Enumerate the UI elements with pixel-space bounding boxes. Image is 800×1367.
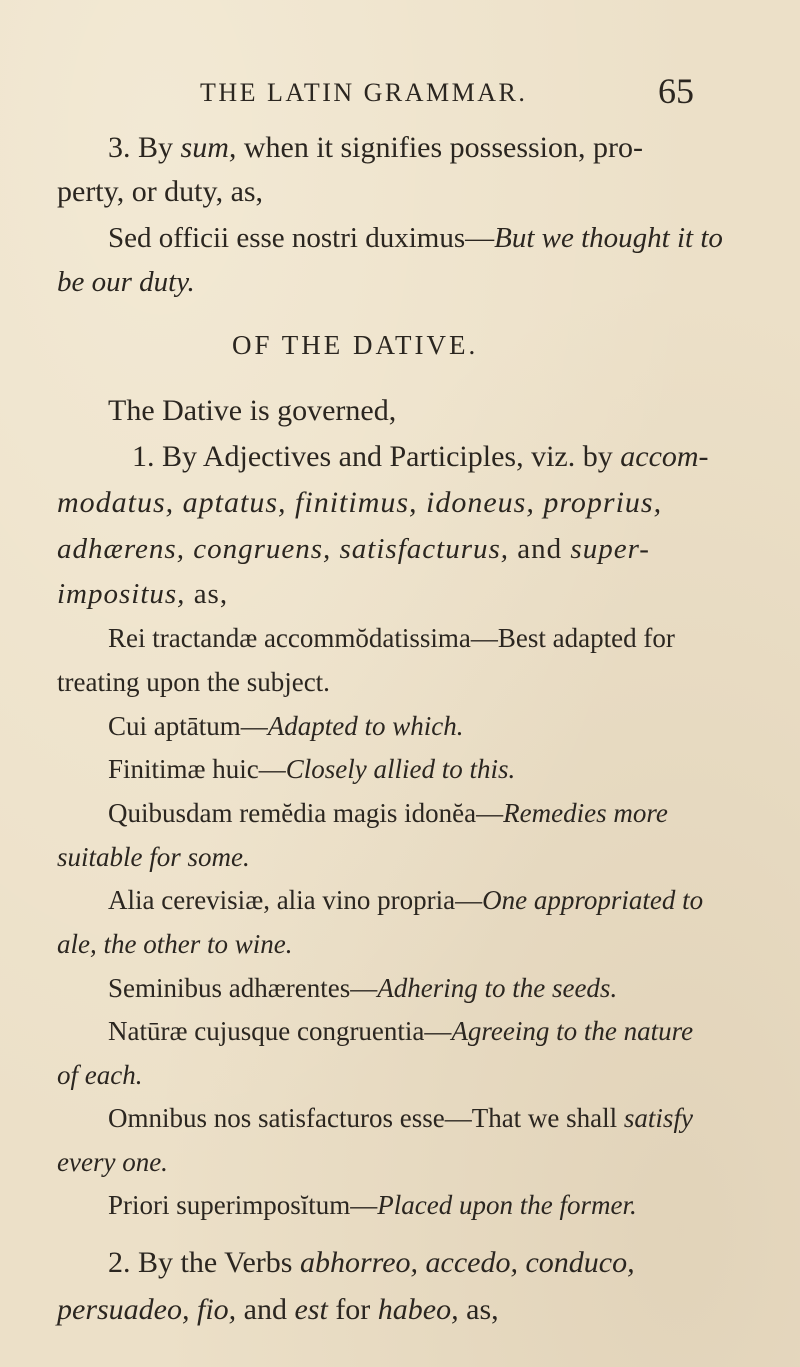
rule1-impositus: impositus, [57,578,186,610]
example-5-line2: ale, the other to wine. [57,929,293,959]
rule2-for: for [327,1293,378,1326]
example-3 [108,756,515,783]
rule2-line2 [57,1295,499,1325]
example-3-english: Closely allied to this. [285,754,516,784]
rule1-adjective-accom: accom- [620,440,709,473]
rule1-super: super- [570,533,650,565]
dative-intro: The Dative is governed, [108,394,397,427]
rule1-adjectives: adhærens, congruens, satisfacturus, [57,533,510,565]
example-9 [108,1192,637,1219]
example-7-line1 [108,1018,693,1045]
rule3-example-latin: Sed officii esse nostri duximus— [108,222,495,254]
example-6-latin: Seminibus adhærentes— [108,973,378,1003]
rule1-line1 [132,442,709,472]
rule2-est: est [294,1293,328,1326]
example-1-line2: treating upon the subject. [57,667,330,697]
example-3-latin: Finitimæ huic— [108,754,286,784]
rule3-example-line2: be our duty. [57,266,195,298]
rule2-verbs-2: persuadeo, fio, [57,1293,237,1326]
page-number: 65 [658,71,694,111]
example-5-line1 [108,887,703,914]
example-6 [108,975,617,1002]
example-8-text: Omnibus nos satisfacturos esse—That we shall [108,1103,624,1133]
verb-example-english [143,1340,327,1354]
example-8-line1 [108,1105,693,1132]
running-title: THE LATIN GRAMMAR. [200,78,528,107]
example-4-latin: Quibusdam remĕdia magis idonĕa— [108,798,504,828]
rule3-verb-sum: sum, [180,131,237,164]
example-4-line2: suitable for some. [57,842,250,872]
example-7-latin: Natūræ cujusque congruentia— [108,1016,452,1046]
example-7-english: Agreeing to the nature [451,1016,694,1046]
rule1-line2: modatus, aptatus, finitimus, idoneus, proprius, [57,486,663,519]
example-9-latin: Priori superimposĭtum— [108,1190,378,1220]
rule3-line1 [108,133,643,163]
example-4-line1 [108,800,668,827]
rule2-verbs: abhorreo, accedo, conduco, [299,1246,635,1279]
example-2 [108,713,463,740]
rule1-line4 [57,580,228,609]
rule1-text: 1. By Adjectives and Participles, viz. by [132,440,621,473]
example-8-satisfy: satisfy [623,1103,693,1133]
rule2-as: as, [458,1293,499,1326]
rule2-text: 2. By the Verbs [108,1246,300,1279]
rule1-line3 [57,535,650,564]
rule3-text-c: when it signifies possession, pro- [236,131,643,164]
example-5-latin: Alia cerevisiæ, alia vino propria— [108,885,483,915]
example-5-english: One appropriated to [482,885,704,915]
rule3-example-line1 [108,224,723,253]
example-8-line2: every one. [57,1147,168,1177]
example-6-english: Adhering to the seeds. [377,973,618,1003]
example-1-line1: Rei tractandæ accommŏdatissima—Best adapted for [108,623,675,653]
example-4-english: Remedies more [503,798,668,828]
rule1-and: and [509,533,571,565]
rule3-line2: perty, or duty, as, [57,175,264,208]
rule3-example-english: But we thought it to [494,222,723,254]
example-9-english: Placed upon the former. [377,1190,637,1220]
rule2-habeo: habeo, [377,1293,459,1326]
example-2-english: Adapted to which. [267,711,464,741]
example-7-line2: of each. [57,1060,143,1090]
rule2-line1 [108,1248,635,1278]
rule1-as: as, [185,578,229,610]
rule3-text-a: 3. By [108,131,181,164]
section-heading-dative: OF THE DATIVE. [232,330,479,360]
example-2-latin: Cui aptātum— [108,711,268,741]
rule2-and: and [236,1293,295,1326]
